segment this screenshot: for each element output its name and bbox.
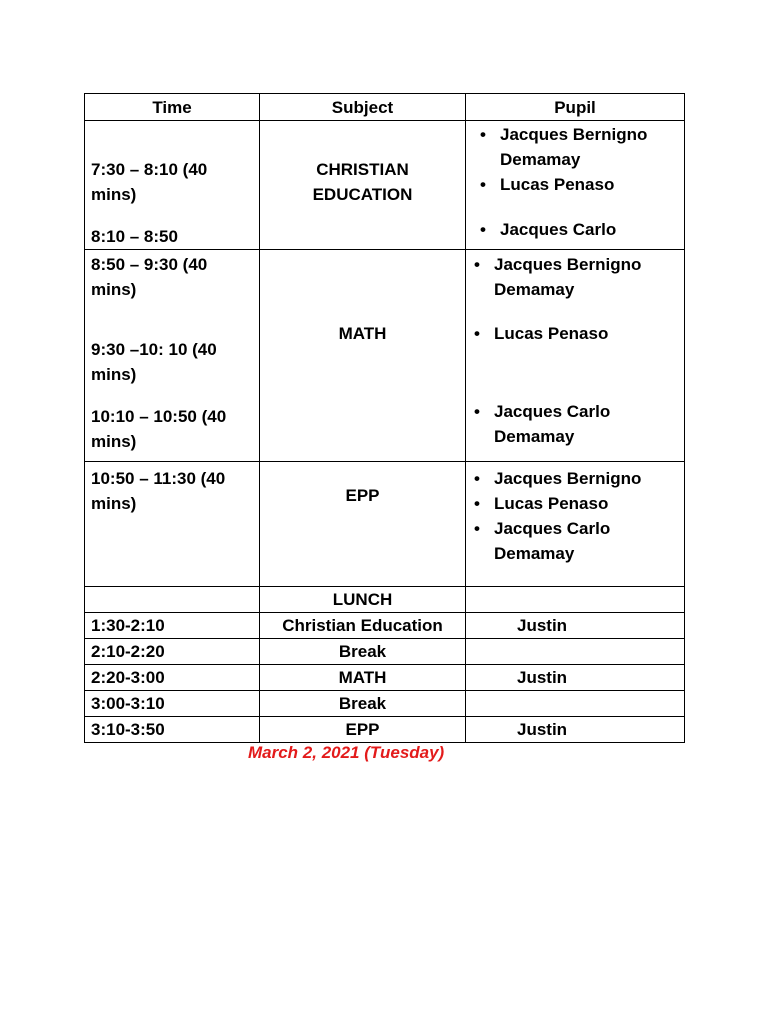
pupil-list [466,321,680,346]
pupil-list [466,399,680,449]
pupil-cell [466,587,685,613]
header-time: Time [85,94,260,121]
pupil-list [472,122,680,197]
time-cell: 2:20-3:00 [85,665,260,691]
table-row [85,665,685,691]
subject-cell [260,462,466,587]
pupil-list [466,252,680,302]
table-row [85,717,685,743]
pupil-cell: Justin [466,613,685,639]
schedule-row [85,462,685,587]
list-item: • Jacques Carlo Demamay [466,399,680,449]
table-row [85,639,685,665]
pupil-cell [466,691,685,717]
table-row [85,691,685,717]
pupil-cell [466,639,685,665]
subject-cell: Break [260,639,466,665]
time-cell [85,587,260,613]
time-cell: 3:10-3:50 [85,717,260,743]
subject-cell [260,250,466,462]
subject-label: EPP [345,486,380,505]
schedule-row [85,250,685,462]
subject-cell: EPP [260,717,466,743]
time-cell: 3:00-3:10 [85,691,260,717]
time-cell [85,250,260,462]
date-caption: March 2, 2021 (Tuesday) [248,743,445,762]
header-row [85,94,685,121]
subject-cell: LUNCH [260,587,466,613]
subject-label: CHRISTIAN EDUCATION [312,160,413,204]
time-cell [85,121,260,250]
subject-cell: Christian Education [260,613,466,639]
subject-label: MATH [338,324,387,343]
time-slot: 9:30 –10: 10 (40 mins) [91,340,217,384]
list-item: • Jacques Bernigno Demamay [466,252,680,302]
list-item: • Lucas Penaso [466,321,680,346]
list-item: • Jacques Bernigno [466,466,680,491]
pupil-list [466,466,680,566]
table-row [85,613,685,639]
pupil-cell: Justin [466,717,685,743]
time-slot: 7:30 – 8:10 (40 mins) [91,160,208,204]
list-item: • Jacques Carlo Demamay [466,516,680,566]
time-slot: 8:10 – 8:50 [91,227,178,246]
time-cell: 1:30-2:10 [85,613,260,639]
time-slot: 8:50 – 9:30 (40 mins) [91,255,208,299]
header-subject: Subject [260,94,466,121]
list-item: • Jacques Bernigno Demamay [472,122,680,172]
list-item: • Lucas Penaso [472,172,680,197]
time-cell [85,462,260,587]
schedule-row [85,121,685,250]
subject-cell: Break [260,691,466,717]
subject-cell [260,121,466,250]
pupil-cell [466,121,685,250]
time-slot: 10:10 – 10:50 (40 mins) [91,407,227,451]
pupil-cell [466,250,685,462]
list-item: • Jacques Carlo [472,217,680,242]
table-row [85,587,685,613]
list-item: • Lucas Penaso [466,491,680,516]
schedule-table [84,93,685,743]
time-cell: 2:10-2:20 [85,639,260,665]
pupil-cell [466,462,685,587]
pupil-list [472,217,680,242]
pupil-cell: Justin [466,665,685,691]
header-pupil: Pupil [466,94,685,121]
subject-cell: MATH [260,665,466,691]
time-slot: 10:50 – 11:30 (40 mins) [91,469,226,513]
